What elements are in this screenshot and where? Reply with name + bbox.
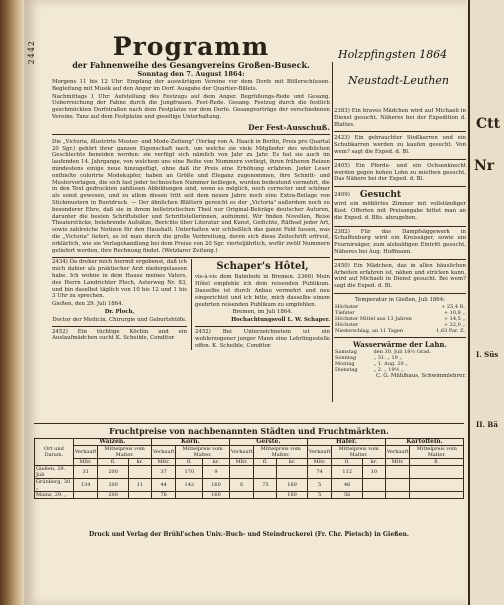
left-column — [52, 34, 330, 350]
hotel-signature: Hochachtungsvoll L. W. Schaper. — [231, 317, 330, 324]
table-cell: 46 — [332, 479, 362, 492]
subheader: Verkauft — [307, 446, 332, 459]
table-cell: + 10,8 „ — [443, 309, 465, 316]
place-cell: Gießen, 29. Juli — [35, 466, 74, 479]
unit: fl. — [254, 459, 277, 466]
table-cell: Samstag — [335, 348, 357, 355]
group-header: Kartoffeln. — [385, 439, 463, 446]
divider — [195, 326, 330, 327]
subheader: Mittelpreis vom Malter. — [332, 446, 385, 459]
table-cell: 160 — [277, 479, 308, 492]
table-cell: 160 — [203, 492, 230, 499]
table-cell — [410, 479, 464, 492]
ad-2434-name: Dr. Ploch, — [104, 308, 135, 315]
table-cell: 5 — [307, 492, 332, 499]
unit: Mltr. — [229, 459, 254, 466]
right-column — [334, 48, 466, 381]
column-rule — [332, 62, 333, 402]
table-cell: 160 — [277, 492, 308, 499]
ad-2434-place: Gießen, den 29. Juli 1864. — [52, 301, 124, 308]
table-cell: 200 — [98, 466, 128, 479]
table-cell — [410, 466, 464, 479]
table-cell: 6 — [229, 479, 254, 492]
table-cell: 9 — [203, 466, 230, 479]
program-line: Morgens 11 bis 12 Uhr: Empfang der auswärtigen Vereine vor dem Dorfe mit Böllerschüssen. Begleitung mit Musik auf den Anger im Dorf. Ausgabe der Quartier-Billets. — [52, 79, 330, 92]
group-header: Hafer. — [307, 439, 385, 446]
water-table — [334, 349, 466, 373]
table-cell — [254, 466, 277, 479]
table-cell: 200 — [98, 492, 128, 499]
next-page-fragment: Ctt — [476, 116, 501, 132]
page-number: 2442 — [27, 40, 36, 65]
unit: kr. — [203, 459, 230, 466]
ad-2409-text: wird ein möblirtes Zimmer mit vollständiger Kost. Offerten mit Preisangabe bittet man an die Exped. d. Blts. abzugeben. — [334, 201, 466, 221]
next-page-fragment: II. Bä — [476, 420, 498, 429]
table-cell: Sonntag — [335, 354, 357, 361]
subheader: Mittelpreis vom Malter. — [98, 446, 151, 459]
table-cell: Niederschlag, an 11 Tagen — [335, 327, 404, 334]
subheader: Mittelpreis vom Malter. — [176, 446, 229, 459]
ad-2409-heading: Gesucht — [359, 190, 402, 201]
table-row — [35, 466, 464, 479]
unit: fl. — [410, 459, 464, 466]
ad-2423: 2423) Ein gebrauchter Stoßkarren und ein Schubkarren werden zu kaufen gesucht. Von wem? sagt die Exped. d. Bl. — [334, 133, 466, 159]
ad-2434: 2434) Da dreher mich hiermit ergebenst, daß ich mich dahier als praktischer Arzt niedergelassen habe. Ich wohne in dem Hause meines Vaters, des Herrn Landrichter Ploch, Asterweg Nr. 83, und bin daselbst täglich von 10 bis 12 und 1 bis 3 Uhr zu sprechen. — [52, 259, 187, 300]
ad-2409 — [334, 188, 466, 226]
table-subheader-row — [35, 446, 464, 459]
table-cell — [385, 479, 410, 492]
place-cell: Grünberg, 30. „ — [36, 479, 72, 491]
program-subtitle: der Fahnenweihe des Gesangvereins Großen-Buseck. — [72, 60, 310, 70]
table-cell — [128, 492, 151, 499]
subheader: Mittelpreis vom Malter. — [410, 446, 464, 459]
table-cell: 1,63 Par. Z. — [436, 327, 465, 334]
table-cell: 142 — [176, 479, 203, 492]
table-unit-row — [35, 459, 464, 466]
table-row — [334, 316, 466, 322]
table-cell: 37 — [151, 466, 176, 479]
water-box — [334, 338, 466, 380]
table-cell: „ 1. Aug. 20 „ — [373, 360, 408, 367]
subheader: Verkauft — [73, 446, 98, 459]
unit: fl. — [332, 459, 362, 466]
table-cell: 170 — [176, 466, 203, 479]
subheader: Verkauft — [385, 446, 410, 459]
program-title: Programm — [112, 32, 270, 61]
table-cell: 44 — [151, 479, 176, 492]
ad-2405: 2405) Ein Pferde- und ein Ochsenknecht werden gegen hohen Lohn zu miethen gesucht. Das Nähere bei der Exped. d. Bl. — [334, 161, 466, 187]
temperature-box — [334, 295, 466, 338]
ad-2450: 2450) Ein Mädchen, das in allen häuslichen Arbeiten erfahren ist, nähen und stricken kann, wird auf Michaeli in Dienst gesucht. Bei wem? sagt die Exped. d. Bl. — [334, 261, 466, 294]
unit: kr. — [128, 459, 151, 466]
table-cell: + 14,5 „ — [443, 315, 465, 322]
table-cell — [254, 492, 277, 499]
hotel-place: Bremen, im Juli 1864. — [232, 309, 293, 316]
group-header: Waizen. — [73, 439, 151, 446]
table-cell: 74 — [307, 466, 332, 479]
ad-2382: 2382) Für das Dampfsäggewerk in Schaffenburg wird ein Kreissäger, sowie ein Fournirsäger, zum alsbaldigen Eintritt gesucht. Näheres bei Aug. Hoffmann. — [334, 227, 466, 260]
unit: kr. — [362, 459, 385, 466]
place-header: Ort und Datum. — [35, 439, 74, 466]
table-cell: Tiefster — [335, 309, 355, 316]
table-cell: + 22,0 „ — [443, 321, 465, 328]
hotel-name: Schaper's Hôtel, — [216, 261, 309, 273]
table-cell: 134 — [73, 479, 98, 492]
table-cell: Dienstag — [335, 366, 358, 373]
table-cell: 31 — [73, 466, 98, 479]
table-cell — [73, 492, 98, 499]
table-cell: + 25,4 R. — [441, 303, 465, 310]
table-cell: 56 — [332, 492, 362, 499]
table-cell — [176, 492, 203, 499]
table-header-row — [35, 439, 464, 446]
handwritten-note: Neustadt-Leuthen — [348, 74, 450, 87]
table-cell: den 30. Juli 18⅓ Grad. — [373, 348, 432, 355]
table-cell — [410, 492, 464, 499]
next-page-fragment: I. Süs — [476, 350, 499, 359]
table-cell: Höchster — [335, 303, 359, 310]
table-cell: 75 — [254, 479, 277, 492]
table-cell: 5 — [307, 479, 332, 492]
ad-right — [191, 259, 330, 350]
water-title: Wasserwärme der Lahn. — [353, 339, 447, 349]
unit: Mltr. — [385, 459, 410, 466]
table-cell: 112 — [332, 466, 362, 479]
table-cell: 200 — [98, 479, 128, 492]
temperature-title: Temperatur in Gießen, Juli 1864: — [355, 296, 445, 303]
table-row — [35, 492, 464, 499]
subheader: Verkauft — [151, 446, 176, 459]
table-cell — [128, 466, 151, 479]
unit: Mltr. — [151, 459, 176, 466]
table-row — [334, 328, 466, 334]
ad-split — [52, 259, 330, 350]
ad-2452: 2452) Ein tüchtige Köchin und ein Auslaufmädchen sucht K. Scheible, Conditor. — [52, 328, 187, 342]
unit: Mltr. — [73, 459, 98, 466]
table-cell: 160 — [203, 479, 230, 492]
group-header: Gerste. — [229, 439, 307, 446]
table-cell: „ 31. „ 19 „ — [373, 354, 402, 361]
next-page-fragment: Nr — [474, 158, 495, 174]
adjacent-page — [468, 0, 504, 605]
committee-signature: Der Fest-Ausschuß. — [248, 122, 330, 132]
table-cell — [362, 492, 385, 499]
table-cell — [229, 466, 254, 479]
handwritten-note: Holzpfingsten 1864 — [338, 48, 448, 61]
grain-price-table — [34, 421, 464, 499]
table-cell: Höchster — [335, 321, 359, 328]
place-cell: Mainz, 29. „ — [35, 492, 74, 499]
imprint-footer: Druck und Verlag der Brühl'schen Univ.-Buch- und Steindruckerei (Fr. Chr. Pietsch) in Gießen. — [89, 531, 409, 538]
subheader: Mittelpreis vom Malter. — [254, 446, 307, 459]
subheader: Verkauft — [229, 446, 254, 459]
divider — [52, 326, 187, 327]
table-cell — [385, 466, 410, 479]
divider — [52, 134, 330, 135]
unit: fl. — [176, 459, 203, 466]
table-cell: „ 2. „ 19½ „ — [373, 366, 404, 373]
ad-2434-title: Doctor der Medicin, Chirurgie und Geburtshülfe. — [52, 316, 187, 323]
temperature-table — [334, 304, 466, 334]
book-spine — [0, 0, 24, 605]
water-signature: C. G. Mühlhaus, Schwimmlehrer. — [375, 372, 466, 379]
table-cell — [362, 479, 385, 492]
table-cell — [229, 492, 254, 499]
program-line: Nachmittags 1 Uhr: Aufstellung des Festzugs auf dem Anger. Begrüßungs-Rede und Gesang. Ueberreichung der Fahne durch die Jungfrauen. Fest-Rede. Gesang. Festzug durch die festlich geschmückten Dorfstraßen nach dem Festplatze vor dem Dorfe. Gesangvorträge der verschiedenen Vereine. Tanz auf dem Festplatze und gesellige Unterhaltung. — [52, 93, 330, 120]
victoria-review: Die „Victoria, illustrirte Muster- und Mode-Zeitung" (Verlag von A. Haack in Berlin, Preis pro Quartal 20 Sgr.) gehört ihrer ganzen Eigenschaft nach, um welche sie viele Mitglieder des weiblichen Geschlechts beneiden werden: sie verfügt sich nämlich von Jahr zu Jahr. Es hat sie auch im laufenden 14. Jahrgange, von welchem uns eine Reihe von Nummern vorliegt, ihren früheren Reizen mindestens einige neue hinzugefügt, ohne daß ihr Preis eine Erhöhung erfahren. Jeder Leser enthielte colorirte Modekupfer, haben an Größe und Eleganz zugenommen, ihre Schnitt- und Mustervorlagen, die sich fast jeder technischen Nummer beiliegen, wurden bedeutend vermehrt, die in den Text gedruckten zahllosen Abbildungen sind, wenn es möglich, noch correcter und schöner als sonst gewesen, und zu allem diesen tritt seit dem neuen Jahre noch eine Extra-Beilage von Stickmustern in Buntdruck. — Der ähnlichen Blättern gereicht es der „Victoria" außerdem noch zu besonderer Ehre, daß sie in ihrem belletristischen Theil nur Original-Beiträge deutscher Autoren, darunter die besten Schriftsteller und Schriftstellerinnen, aufnimmt. Wir finden Novellen, Reise Theaterstücke, belehrende Aufsätze, Berichte über Literatur und Kunst, Gedichte, Räthsel jeder Art, sowie zahlreiche Notizen für den Haushalt. Unterhalten wir schließlich das ganze Feld fassen, was die „Victoria" liefert, so ist man durch die große Verbreitung, deren sich diese Zeitschrift erfreut, erklärlich, wie sie Verlagshandlung bei dem Preise von 20 Sgr. vierteljährlich, wofür zwölf Nummern geliefert werden, ihre Rechnung findet. (Wetzlarer Zeitung.) — [52, 137, 330, 259]
table-cell: 11 — [128, 479, 151, 492]
table-cell — [277, 466, 308, 479]
program-date: Sonntag den 7. August 1864: — [137, 70, 245, 78]
ad-2452b: 2452) Bei Unterzeichnetem ist ein wohlerzogener junger Mann eine Lehrlingsstelle offen. K. Scheible, Conditor. — [195, 328, 330, 349]
table-row — [35, 479, 464, 492]
group-header: Korn. — [151, 439, 229, 446]
table-cell: 10 — [362, 466, 385, 479]
market-body — [35, 466, 464, 499]
unit: kr. — [277, 459, 308, 466]
ad-2383: 2383) Ein braves Mädchen wird auf Michaeli in Dienst gesucht. Näheres bei der Expedition d. Blattes. — [334, 106, 466, 132]
unit: Mltr. — [307, 459, 332, 466]
market-title: Fruchtpreise von nachbenannten Städten und Fruchtmärkten. — [109, 426, 389, 436]
ad-left — [52, 259, 187, 350]
table-cell: Montag — [335, 360, 355, 367]
ad-2409-number: 2409) — [334, 192, 350, 199]
table-cell — [385, 492, 410, 499]
hotel-text: vis-à-vis dem Bahnhofe in Bremen. 2366) Mein Hôtel empfehle ich dem reisenden Publikum. Dasselbe ist durch Anbau vermehrt und neu eingerichtet und ich bitte, mich dasselbe einem geehrten reisenden Publikum zu empfehlen. — [195, 274, 330, 308]
table-cell: 76 — [151, 492, 176, 499]
market-table — [34, 438, 464, 499]
unit: fl. — [98, 459, 128, 466]
divider — [34, 423, 464, 424]
table-cell: Höchster Mittel aus 13 Jahren — [335, 315, 412, 322]
